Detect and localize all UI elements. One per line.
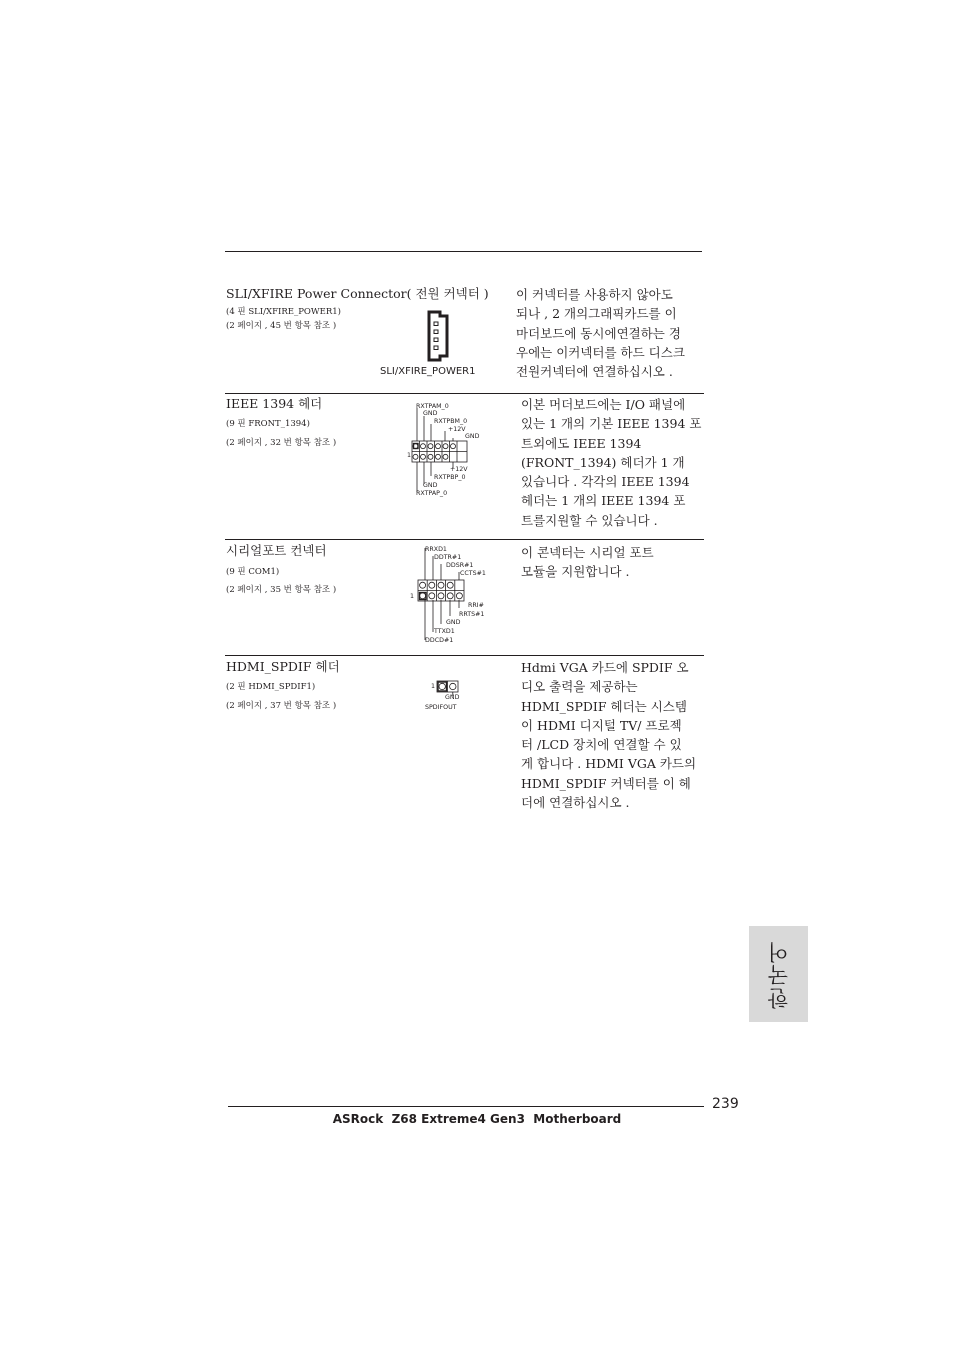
spdif-page-ref: (2 페이지 , 37 번 항목 참조 ) (226, 701, 337, 711)
description-line: 게 합니다 . HDMI VGA 카드의 (521, 756, 697, 772)
ieee-pin-label: RXTPAM_0 (416, 403, 449, 410)
description-line: Hdmi VGA 카드에 SPDIF 오 (521, 660, 689, 675)
sli-pin (434, 322, 438, 326)
com-title: 시리얼포트 컨넥터 (226, 543, 327, 558)
spdif-pin-label: SPDIFOUT (425, 704, 457, 711)
ieee-pin-label: GND (423, 482, 438, 489)
page-number: 239 (712, 1096, 739, 1112)
sli-page-ref: (2 페이지 , 45 번 항목 참조 ) (226, 321, 337, 331)
section-divider (225, 393, 704, 394)
description-line: 트를지원할 수 있습니다 . (521, 512, 658, 528)
sli-pin (434, 330, 438, 334)
com-pin-label: RRI# (468, 602, 484, 609)
com-pin-label: RRTS#1 (459, 611, 485, 618)
spdif-title: HDMI_SPDIF 헤더 (226, 659, 340, 674)
footer-title: ASRock Z68 Extreme4 Gen3 Motherboard (332, 1112, 622, 1126)
description-line: 우에는 이커넥터를 하드 디스크 (516, 344, 685, 360)
description-line: 이본 머더보드에는 I/O 패널에 (521, 397, 686, 412)
ieee1394-description (521, 395, 701, 530)
sli-pin (434, 338, 438, 342)
sli-pins-note: (4 핀 SLI/XFIRE_POWER1) (226, 307, 341, 317)
com-pin-label: GND (446, 619, 461, 626)
sli-diagram-label: SLI/XFIRE_POWER1 (380, 366, 476, 377)
description-line: 디오 출력을 제공하는 (521, 679, 638, 695)
section-divider (225, 655, 704, 656)
description-line: HDMI_SPDIF 헤더는 시스템 (521, 698, 687, 714)
spdif-description (521, 658, 696, 812)
description-line: 이 HDMI 디지털 TV/ 프로젝 (521, 717, 682, 733)
com-page-ref: (2 페이지 , 35 번 항목 참조 ) (226, 585, 337, 595)
com-pins-note: (9 핀 COM1) (226, 567, 280, 577)
section-divider (225, 539, 704, 540)
ieee1394-title: IEEE 1394 헤더 (226, 396, 323, 411)
sli-title: SLI/XFIRE Power Connector( 전원 커넥터 ) (226, 286, 489, 301)
description-line: (FRONT_1394) 헤더가 1 개 (521, 454, 685, 470)
ieee-pin-label: GND (465, 433, 480, 440)
com-pin-label: CCTS#1 (460, 570, 486, 577)
sli-description (516, 285, 685, 381)
ieee-pin-one: 1 (407, 452, 412, 459)
description-line: 이 커넥터를 사용하지 않아도 (516, 287, 673, 302)
ieee-pin-label: +12V (448, 426, 466, 433)
description-line: HDMI_SPDIF 커넥터를 이 헤 (521, 775, 691, 791)
description-line: 전원커넥터에 연결하십시오 . (516, 364, 673, 380)
ieee-pin-label: +12V (450, 466, 468, 473)
top-rule (225, 251, 702, 252)
description-line: 헤더는 1 개의 IEEE 1394 포 (521, 493, 686, 509)
com-pin-label: RRXD1 (425, 546, 447, 553)
ieee-pin-label: RXTPBM_0 (434, 418, 468, 425)
com-pin-label: DDTR#1 (434, 554, 462, 561)
ieee-pin-label: GND (423, 410, 438, 417)
ieee-pin-label: RXTPBP_0 (434, 474, 466, 481)
spdif-pin-label: GND (445, 694, 460, 701)
com-pin-one: 1 (410, 593, 415, 600)
spdif-pin-one: 1 (431, 683, 436, 690)
description-line: 있습니다 . 각각의 IEEE 1394 (521, 474, 690, 490)
sli-power-connector-diagram (420, 308, 460, 364)
ieee-pin-label: RXTPAP_0 (416, 490, 448, 497)
com-description (521, 543, 654, 582)
com-pin-label: DDSR#1 (446, 562, 474, 569)
ieee1394-page-ref: (2 페이지 , 32 번 항목 참조 ) (226, 438, 337, 448)
description-line: 더에 연결하십시오 . (521, 795, 630, 811)
language-tab-label: 한국어 (766, 939, 791, 1009)
description-line: 마더보드에 동시에연결하는 경 (516, 325, 681, 341)
spdif-pins-note: (2 핀 HDMI_SPDIF1) (226, 682, 316, 692)
ieee1394-header-diagram (405, 400, 485, 500)
description-line: 모듈을 지원합니다 . (521, 564, 630, 580)
com-pin-label: TTXD1 (434, 628, 455, 635)
language-tab (749, 926, 808, 1022)
description-line: 되나 , 2 개의그래픽카드를 이 (516, 306, 677, 322)
description-line: 터 /LCD 장치에 연결할 수 있 (521, 737, 682, 753)
sli-pin (434, 346, 438, 350)
description-line: 트외에도 IEEE 1394 (521, 435, 642, 451)
footer-rule (228, 1106, 704, 1107)
ieee1394-pins-note: (9 핀 FRONT_1394) (226, 419, 310, 429)
description-line: 이 콘넥터는 시리얼 포트 (521, 545, 654, 560)
description-line: 있는 1 개의 기본 IEEE 1394 포 (521, 416, 702, 432)
com-pin-label: DDCD#1 (425, 637, 454, 644)
